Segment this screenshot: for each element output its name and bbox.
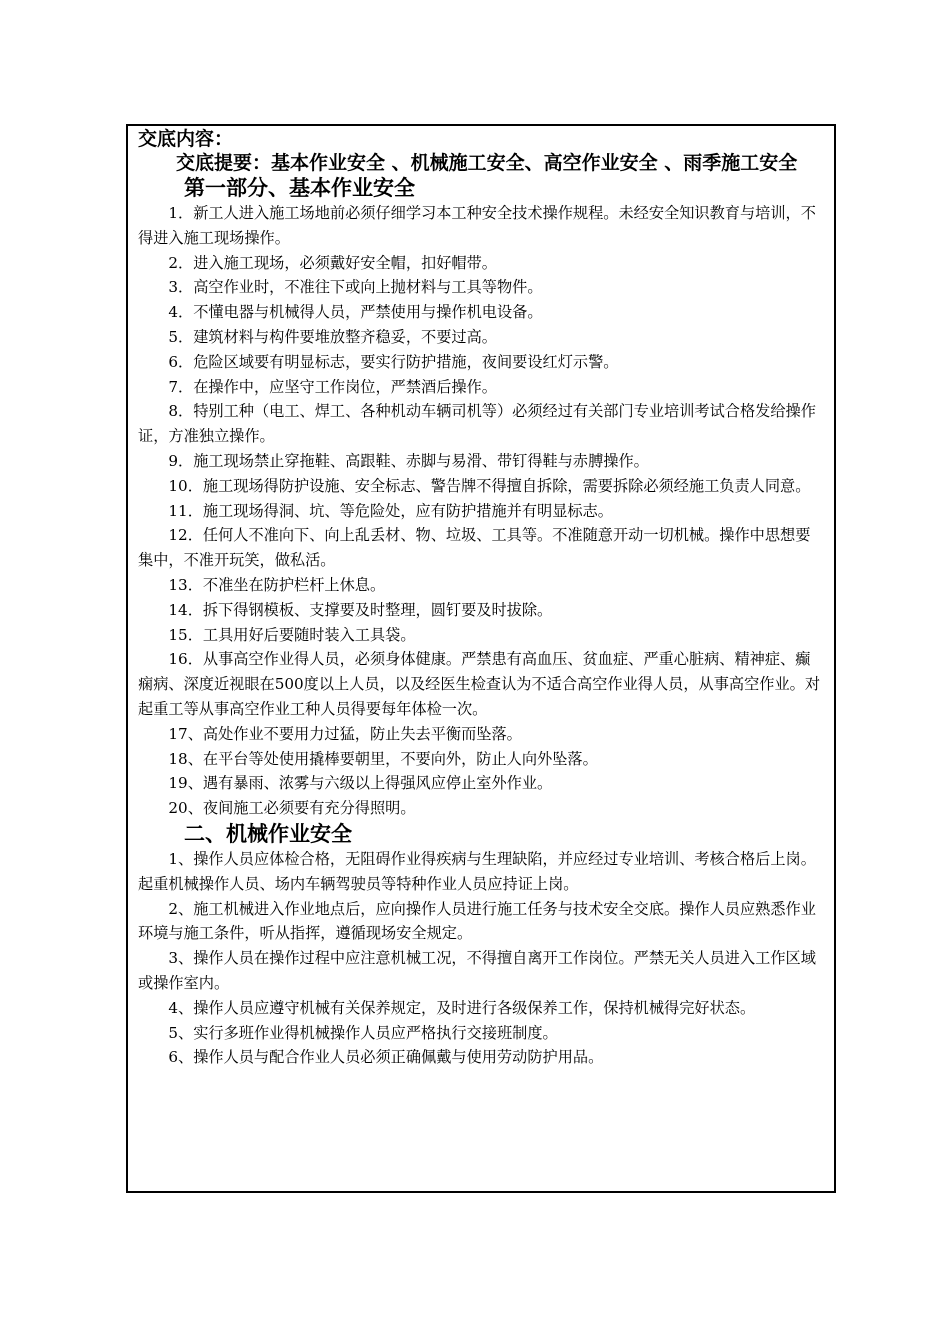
part1-heading: 第一部分、基本作业安全 — [184, 175, 415, 200]
content-label: 交底内容： — [138, 128, 234, 150]
list-item: 16．从事高空作业得人员，必须身体健康。严禁患有高血压、贫血症、严重心脏病、精神症、癫痫病、深度近视眼在500度以上人员，以及经医生检查认为不适合高空作业得人员，从事高空作业。对起重工等从事高空作业工种人员得要每年体检一次。 — [138, 650, 821, 718]
list-item: 6．危险区域要有明显标志，要实行防护措施，夜间要设红灯示警。 — [168, 352, 619, 371]
list-item: 1．新工人进入施工场地前必须仔细学习本工种安全技术操作规程。未经安全知识教育与培训，不得进入施工现场操作。 — [138, 204, 816, 247]
summary-text: 交底提要：基本作业安全 、机械施工安全、高空作业安全 、雨季施工安全 — [176, 152, 798, 174]
list-item: 18、在平台等处使用撬棒要朝里，不要向外，防止人向外坠落。 — [168, 749, 598, 768]
list-item: 6、操作人员与配合作业人员必须正确佩戴与使用劳动防护用品。 — [168, 1048, 604, 1067]
list-item: 19、遇有暴雨、浓雾与六级以上得强风应停止室外作业。 — [168, 774, 553, 793]
list-item: 1、操作人员应体检合格，无阻碍作业得疾病与生理缺陷，并应经过专业培训、考核合格后上岗。起重机械操作人员、场内车辆驾驶员等特种作业人员应持证上岗。 — [138, 849, 816, 893]
part1-list — [138, 201, 824, 821]
list-item: 2、施工机械进入作业地点后，应向操作人员进行施工任务与技术安全交底。操作人员应熟悉作业环境与施工条件，听从指挥，遵循现场安全规定。 — [138, 899, 816, 943]
list-item: 5．建筑材料与构件要堆放整齐稳妥，不要过高。 — [168, 327, 497, 346]
list-item: 14．拆下得钢模板、支撑要及时整理，圆钉要及时拔除。 — [168, 600, 553, 619]
list-item: 3．高空作业时，不准往下或向上抛材料与工具等物件。 — [168, 278, 543, 297]
list-item: 11．施工现场得洞、坑、等危险处，应有防护措施并有明显标志。 — [168, 501, 613, 520]
list-item: 9．施工现场禁止穿拖鞋、高跟鞋、赤脚与易滑、带钉得鞋与赤膊操作。 — [168, 451, 649, 470]
list-item: 12．任何人不准向下、向上乱丢材、物、垃圾、工具等。不准随意开动一切机械。操作中思想要集中，不准开玩笑，做私活。 — [138, 526, 811, 570]
list-item: 2．进入施工现场，必须戴好安全帽，扣好帽带。 — [168, 253, 497, 272]
list-item: 13．不准坐在防护栏杆上休息。 — [168, 575, 386, 594]
list-item: 8．特别工种（电工、焊工、各种机动车辆司机等）必须经过有关部门专业培训考试合格发给操作证，方准独立操作。 — [138, 402, 816, 446]
list-item: 5、实行多班作业得机械操作人员应严格执行交接班制度。 — [168, 1023, 558, 1042]
disclosure-content-box — [126, 124, 836, 1193]
list-item: 3、操作人员在操作过程中应注意机械工况，不得擅自离开工作岗位。严禁无关人员进入工作区域或操作室内。 — [138, 949, 816, 992]
list-item: 17、高处作业不要用力过猛，防止失去平衡而坠落。 — [168, 724, 522, 743]
list-item: 15．工具用好后要随时装入工具袋。 — [168, 625, 416, 644]
list-item: 10．施工现场得防护设施、安全标志、警告牌不得擅自拆除，需要拆除必须经施工负责人同意。 — [168, 476, 811, 495]
part2-heading: 二、机械作业安全 — [184, 820, 352, 846]
list-item: 7．在操作中，应坚守工作岗位，严禁酒后操作。 — [168, 377, 497, 396]
list-item: 4．不懂电器与机械得人员，严禁使用与操作机电设备。 — [168, 303, 543, 322]
list-item: 20、夜间施工必须要有充分得照明。 — [168, 799, 416, 818]
list-item: 4、操作人员应遵守机械有关保养规定，及时进行各级保养工作，保持机械得完好状态。 — [168, 998, 756, 1017]
part2-list — [138, 847, 824, 1070]
